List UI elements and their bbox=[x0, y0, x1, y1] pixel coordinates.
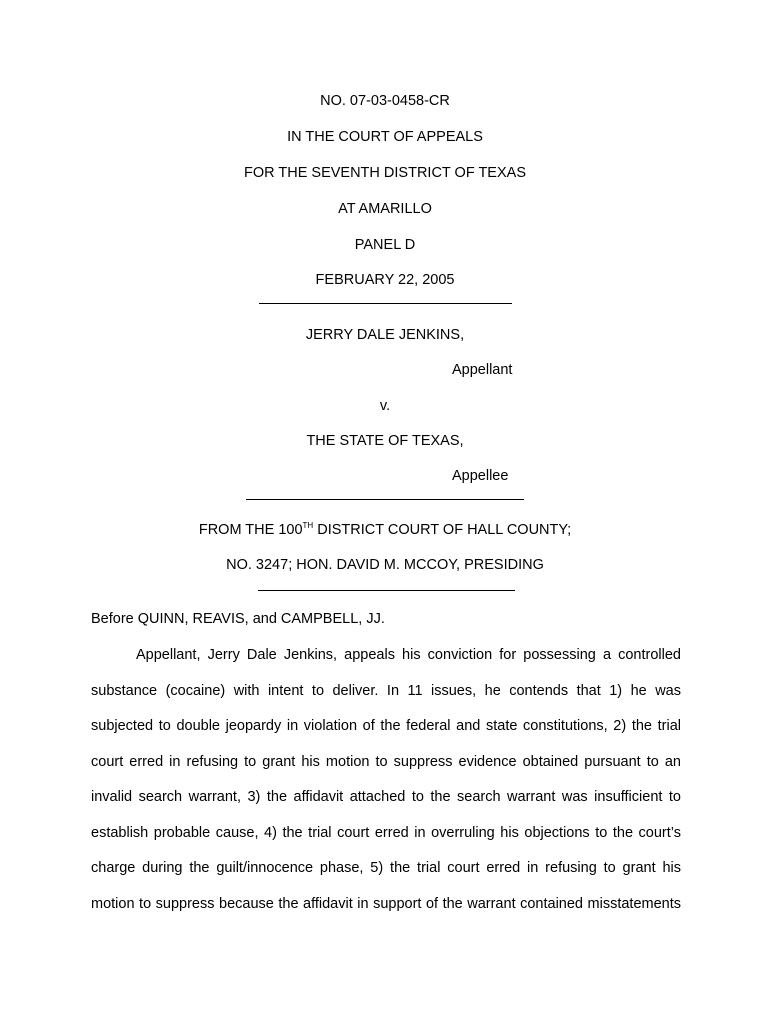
opinion-paragraph: Appellant, Jerry Dale Jenkins, appeals his conviction for possessing a controlled substance (cocaine) with intent to deliver. In 11 issues, he contends that 1) he was subjected to double jeopardy in violation of the federal and state constitutions, 2) the trial court erred in refusing to grant his motion to suppress evidence obtained pursuant to an invalid search warrant, 3) the affidavit attached to the search warrant was insufficient to establish probable cause, 4) the trial court erred in overruling his objections to the court’s charge during the guilt/innocence phase, 5) the trial court erred in refusing to grant his motion to suppress because the affidavit in support of the warrant contained misstatements bbox=[91, 647, 681, 912]
trial-court-prefix: FROM THE 100 bbox=[198, 522, 303, 538]
divider-rule bbox=[246, 499, 524, 500]
appellee-name: THE STATE OF TEXAS, bbox=[306, 433, 464, 449]
divider-rule bbox=[258, 590, 515, 591]
opinion-date: FEBRUARY 22, 2005 bbox=[315, 272, 455, 288]
appellant-role: Appellant bbox=[452, 362, 513, 378]
cause-number: NO. 07-03-0458-CR bbox=[320, 93, 450, 109]
court-name: IN THE COURT OF APPEALS bbox=[287, 129, 483, 145]
appellee-role: Appellee bbox=[452, 468, 509, 484]
appellant-name: JERRY DALE JENKINS, bbox=[305, 327, 465, 343]
panel: PANEL D bbox=[354, 237, 416, 253]
versus: v. bbox=[379, 398, 391, 414]
trial-court-suffix: DISTRICT COURT OF HALL COUNTY; bbox=[313, 522, 572, 538]
court-location: AT AMARILLO bbox=[338, 201, 432, 217]
ordinal-suffix: TH bbox=[302, 521, 314, 530]
trial-court bbox=[0, 522, 770, 538]
trial-info: NO. 3247; HON. DAVID M. MCCOY, PRESIDING bbox=[226, 557, 544, 573]
court-district: FOR THE SEVENTH DISTRICT OF TEXAS bbox=[244, 165, 526, 181]
opinion-body bbox=[91, 638, 681, 922]
divider-rule bbox=[259, 303, 512, 304]
panel-justices: Before QUINN, REAVIS, and CAMPBELL, JJ. bbox=[91, 611, 385, 627]
